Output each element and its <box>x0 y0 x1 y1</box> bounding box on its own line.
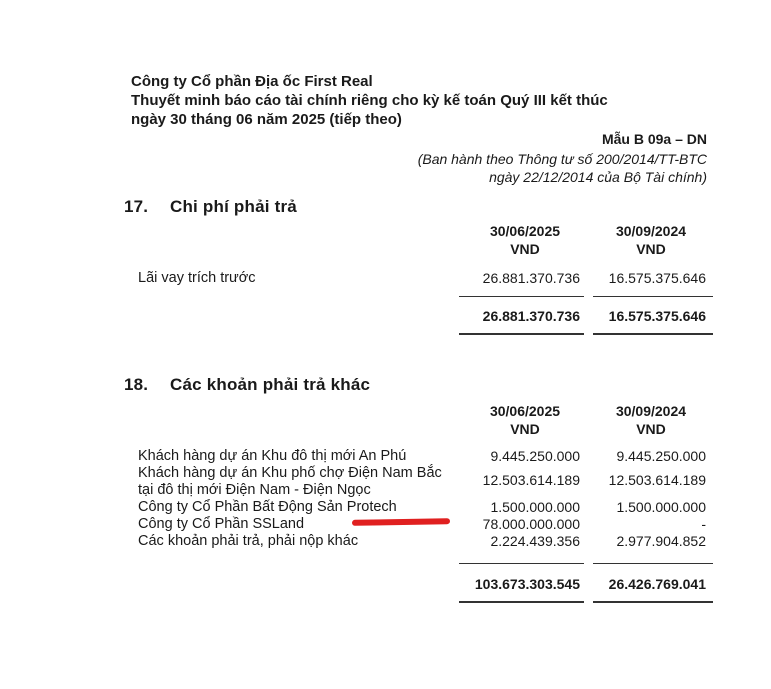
s18-subtotal-rule-2 <box>593 563 713 564</box>
s17-col2-date: 30/09/2024 <box>615 223 687 239</box>
s17-row-label: Lãi vay trích trước <box>138 270 256 286</box>
s18-row4-value-1: 78.000.000.000 <box>482 516 580 532</box>
s18-col2-unit: VND <box>636 421 666 437</box>
s17-subtotal-rule-1 <box>459 296 584 297</box>
s18-total-rule-2 <box>593 601 713 603</box>
s18-total-rule-1 <box>459 601 584 603</box>
s17-row-value-1: 26.881.370.736 <box>482 270 580 286</box>
s17-col2-header <box>596 222 706 258</box>
s18-row1-value-2: 9.445.250.000 <box>616 448 706 464</box>
s18-total-1: 103.673.303.545 <box>474 576 580 592</box>
s18-row5-value-1: 2.224.439.356 <box>490 533 580 549</box>
s18-col1-date: 30/06/2025 <box>489 403 561 419</box>
s18-row3-value-2: 1.500.000.000 <box>616 499 706 515</box>
section18-title: Các khoản phải trả khác <box>170 375 371 394</box>
s17-total-1: 26.881.370.736 <box>482 308 580 324</box>
section17-title: Chi phí phải trả <box>170 197 297 216</box>
s18-row1-label: Khách hàng dự án Khu đô thị mới An Phú <box>138 448 407 464</box>
s18-subtotal-rule-1 <box>459 563 584 564</box>
s18-row2-value-2: 12.503.614.189 <box>608 472 706 488</box>
s17-col1-date: 30/06/2025 <box>489 223 561 239</box>
report-title-line2: ngày 30 tháng 06 năm 2025 (tiếp theo) <box>131 111 402 128</box>
s18-row2-label: Khách hàng dự án Khu phố chợ Điện Nam Bắc <box>138 465 442 481</box>
s18-row2-label-cont: tại đô thị mới Điện Nam - Điện Ngọc <box>138 482 371 498</box>
s17-subtotal-rule-2 <box>593 296 713 297</box>
s18-row1-value-1: 9.445.250.000 <box>490 448 580 464</box>
s18-row5-label: Các khoản phải trả, phải nộp khác <box>138 533 359 549</box>
s17-col2-unit: VND <box>636 241 666 257</box>
s17-total-2: 16.575.375.646 <box>608 308 706 324</box>
s18-col2-header <box>596 402 706 438</box>
s17-col1-header <box>470 222 580 258</box>
s18-row5-value-2: 2.977.904.852 <box>616 533 706 549</box>
red-underline-highlight <box>352 518 450 526</box>
section17-number: 17. <box>124 197 149 216</box>
s18-row3-value-1: 1.500.000.000 <box>490 499 580 515</box>
s17-total-rule-1 <box>459 333 584 335</box>
s18-total-2: 26.426.769.041 <box>608 576 706 592</box>
s18-row4-label: Công ty Cổ Phần SSLand <box>138 516 305 532</box>
form-code: Mẫu B 09a – DN <box>601 131 707 147</box>
s17-row-value-2: 16.575.375.646 <box>608 270 706 286</box>
report-title-line1: Thuyết minh báo cáo tài chính riêng cho kỳ kế toán Quý III kết thúc <box>131 92 608 109</box>
s18-row4-value-2: - <box>701 516 706 532</box>
company-name: Công ty Cổ phần Địa ốc First Real <box>131 73 373 90</box>
s18-row3-label: Công ty Cổ Phần Bất Động Sản Protech <box>138 499 397 515</box>
section18-number: 18. <box>124 375 149 394</box>
form-note-line1: (Ban hành theo Thông tư số 200/2014/TT-BTC <box>417 151 707 167</box>
s17-col1-unit: VND <box>510 241 540 257</box>
s18-row2-value-1: 12.503.614.189 <box>482 472 580 488</box>
s18-col1-unit: VND <box>510 421 540 437</box>
form-note-line2: ngày 22/12/2014 của Bộ Tài chính) <box>489 169 707 185</box>
s18-col2-date: 30/09/2024 <box>615 403 687 419</box>
s17-total-rule-2 <box>593 333 713 335</box>
s18-col1-header <box>470 402 580 438</box>
